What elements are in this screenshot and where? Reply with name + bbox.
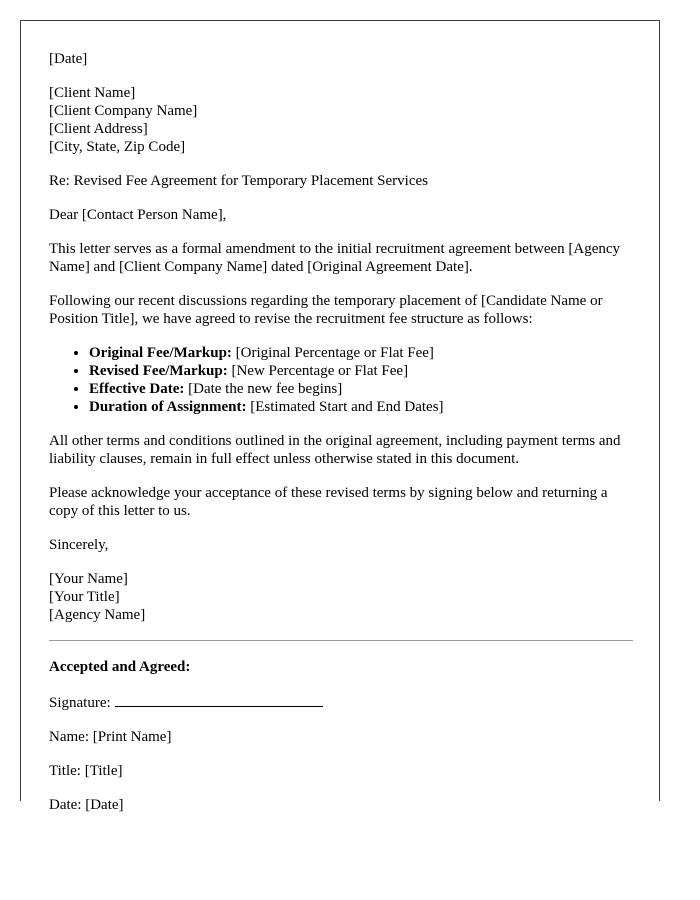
sender-name: [Your Name] [49,571,128,587]
signature-label: Signature: [49,695,111,711]
letter-content [49,50,633,830]
sender-title: [Your Title] [49,589,120,605]
letter-date: [Date] [49,51,88,67]
recipient-block [49,84,633,156]
term-label: Original Fee/Markup: [89,345,232,361]
body-paragraph-revision: Following our recent discussions regarding the temporary placement of [Candidate Name or Position Title], we have agreed to revise the recruitment fee structure as follows: [49,293,603,327]
body-paragraph-amendment: This letter serves as a formal amendment to the initial recruitment agreement between [Agency Name] and [Client Company Name] dated [Original Agreement Date]. [49,241,621,275]
term-label: Duration of Assignment: [89,399,247,415]
salutation: Dear [Contact Person Name], [49,207,227,223]
recipient-address: [Client Address] [49,121,148,137]
list-item [89,362,633,380]
term-value: [Estimated Start and End Dates] [246,399,444,415]
acceptance-heading: Accepted and Agreed: [49,659,191,675]
term-value: [New Percentage or Flat Fee] [227,363,409,379]
recipient-client-name: [Client Name] [49,85,136,101]
list-item [89,344,633,362]
recipient-company-name: [Client Company Name] [49,103,198,119]
print-name-line: Name: [Print Name] [49,729,172,745]
term-value: [Date the new fee begins] [184,381,343,397]
term-value: [Original Percentage or Flat Fee] [231,345,434,361]
signature-line [115,692,323,707]
subject-line: Re: Revised Fee Agreement for Temporary Placement Services [49,173,428,189]
fee-terms-list [49,344,633,416]
date-line: Date: [Date] [49,797,124,813]
letter-page [20,20,660,813]
sender-block [49,570,633,624]
term-label: Revised Fee/Markup: [89,363,228,379]
recipient-city-state-zip: [City, State, Zip Code] [49,139,186,155]
body-paragraph-acknowledge: Please acknowledge your acceptance of these revised terms by signing below and returning a copy of this letter to us. [49,485,608,519]
title-line: Title: [Title] [49,763,123,779]
closing: Sincerely, [49,537,109,553]
sender-agency: [Agency Name] [49,607,146,623]
body-paragraph-terms: All other terms and conditions outlined in the original agreement, including payment terms and liability clauses, remain in full effect unless otherwise stated in this document. [49,433,621,467]
list-item [89,398,633,416]
section-divider [49,640,633,641]
term-label: Effective Date: [89,381,185,397]
signature-row [49,692,633,712]
list-item [89,380,633,398]
